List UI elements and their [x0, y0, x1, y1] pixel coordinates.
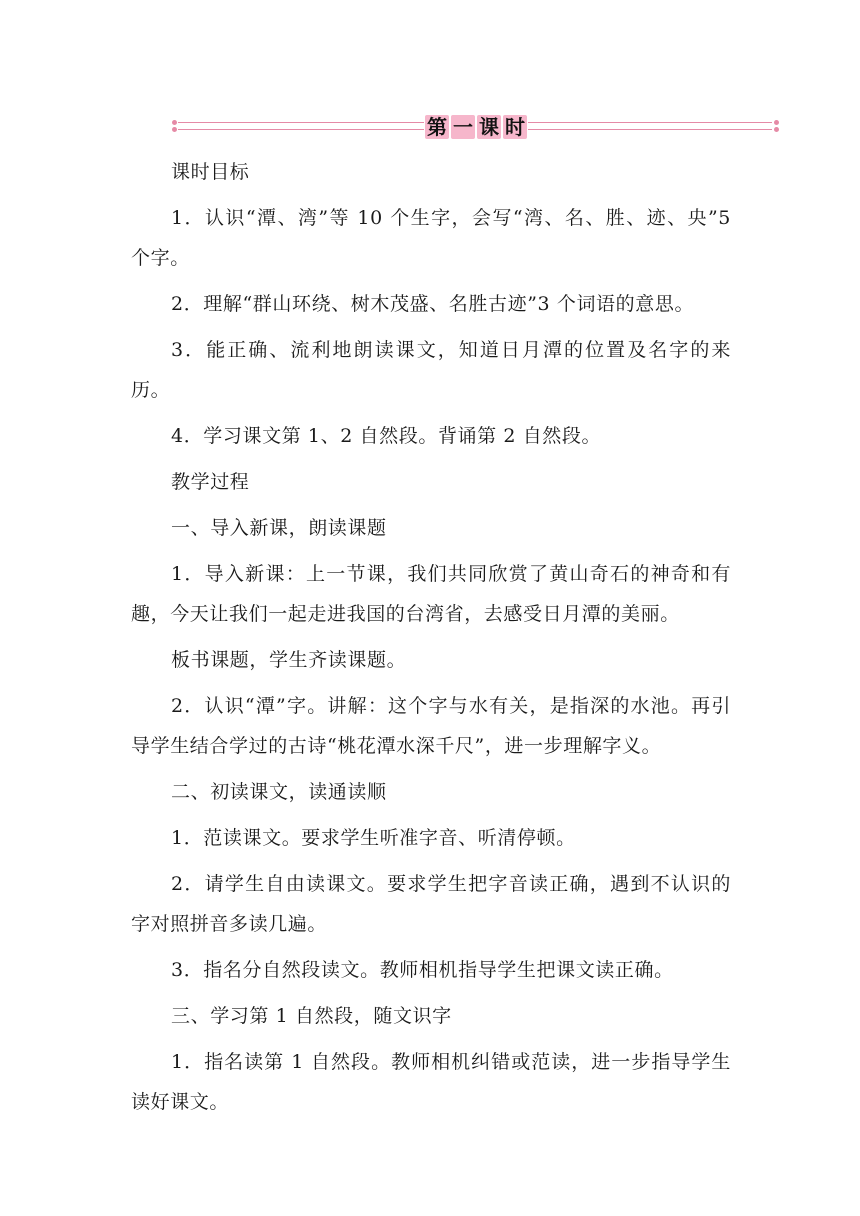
section-title-char: 第 [427, 115, 447, 139]
header-rule [528, 122, 772, 123]
step-item: 1．指名读第 1 自然段。教师相机纠错或范读，进一步指导学生读好课文。 [131, 1051, 731, 1113]
section-title [424, 114, 528, 140]
step-item: 3．指名分自然段读文。教师相机指导学生把课文读正确。 [171, 959, 674, 981]
rule-end-dot [774, 127, 779, 132]
step-item: 1．导入新课：上一节课，我们共同欣赏了黄山奇石的神奇和有趣，今天让我们一起走进我国的台湾省，去感受日月潭的美丽。 [131, 563, 731, 625]
section-heading: 一、导入新课，朗读课题 [171, 517, 387, 539]
goal-item: 3．能正确、流利地朗读课文，知道日月潭的位置及名字的来历。 [131, 339, 731, 401]
step-item: 2．请学生自由读课文。要求学生把字音读正确，遇到不认识的字对照拼音多读几遍。 [131, 873, 731, 935]
header-rule [178, 129, 424, 130]
body-paragraph: 板书课题，学生齐读课题。 [171, 649, 407, 671]
section-header [172, 114, 780, 140]
rule-end-dot [172, 120, 177, 125]
goal-item: 2．理解“群山环绕、树木茂盛、名胜古迹”3 个词语的意思。 [171, 293, 695, 315]
heading-lesson-goals: 课时目标 [171, 161, 250, 183]
header-rule [528, 129, 772, 130]
step-item: 1．范读课文。要求学生听准字音、听清停顿。 [171, 827, 576, 849]
section-title-char: 一 [453, 115, 473, 139]
document-body [131, 152, 731, 1128]
step-item: 2．认识“潭”字。讲解：这个字与水有关，是指深的水池。再引导学生结合学过的古诗“桃花潭水深千尺”，进一步理解字义。 [131, 695, 731, 757]
rule-end-dot [172, 127, 177, 132]
header-rule [178, 122, 424, 123]
section-heading: 三、学习第 1 自然段，随文识字 [171, 1005, 452, 1027]
section-title-char: 课 [479, 115, 499, 139]
goal-item: 4．学习课文第 1、2 自然段。背诵第 2 自然段。 [171, 425, 602, 447]
heading-teaching-process: 教学过程 [171, 471, 250, 493]
rule-end-dot [774, 120, 779, 125]
goal-item: 1．认识“潭、湾”等 10 个生字，会写“湾、名、胜、迹、央”5 个字。 [131, 207, 731, 269]
section-heading: 二、初读课文，读通读顺 [171, 781, 387, 803]
section-title-char: 时 [505, 115, 525, 139]
